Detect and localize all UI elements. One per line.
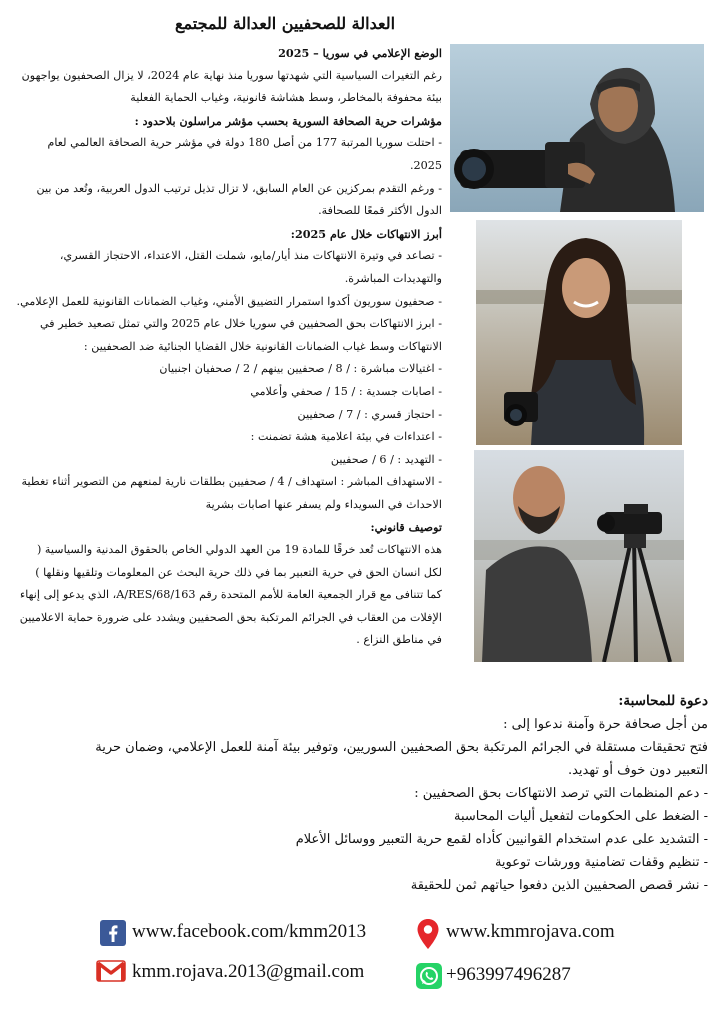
paragraph-line: - اصابات جسدية : / 15 / صحفي وأعلامي <box>250 384 442 398</box>
phone-number[interactable]: +963997496287 <box>446 964 571 985</box>
paragraph-line: هذه الانتهاكات تُعد خرقًا للمادة 19 من العهد الدولي الخاص بالحقوق المدنية والسياسية ( <box>36 543 442 557</box>
gmail-icon[interactable] <box>96 960 126 982</box>
cta-line: - نشر قصص الصحفيين الذين دفعوا حياتهم ثمن للحقيقة <box>410 878 708 893</box>
cta-line: التعبير دون خوف أو تهديد. <box>567 763 708 778</box>
location-pin-icon <box>416 918 440 950</box>
website-link[interactable]: www.kmmrojava.com <box>446 921 615 942</box>
facebook-icon[interactable] <box>100 920 126 946</box>
paragraph-line: - تصاعد في وتيرة الانتهاكات منذ أيار/مايو، شملت القتل، الاعتداء، الاحتجاز القسري، <box>59 249 442 263</box>
paragraph-line: رغم التغيرات السياسية التي شهدتها سوريا منذ نهاية عام 2024، لا يزال الصحفيون يواجهون <box>21 68 442 82</box>
cta-line: - تنظيم وقفات تضامنية وورشات توعوية <box>494 855 708 870</box>
paragraph-line: - الاستهداف المباشر : استهداف / 4 / صحفيين بطلقات نارية لمنعهم من التصوير أثناء تغطية <box>21 475 442 489</box>
paragraph-line: - ابرز الانتهاكات بحق الصحفيين في سوريا خلال عام 2025 والتي تمثل تصعيد خطير في <box>39 317 442 331</box>
cta-line: - التشديد على عدم استخدام القوانيين كأداه لقمع حرية التعبير ووسائل الأعلام <box>295 832 708 847</box>
email-link[interactable]: kmm.rojava.2013@gmail.com <box>132 961 365 982</box>
section-heading-press-freedom: مؤشرات حرية الصحافة السورية بحسب مؤشر مراسلون بلاحدود : <box>134 113 442 128</box>
paragraph-line: والتهديدات المباشرة. <box>344 271 442 285</box>
paragraph-line: الإفلات من العقاب في الجرائم المرتكبة بحق الصحفيين ويشدد على ضرورة حماية الاعلاميين <box>19 610 442 624</box>
cta-line: فتح تحقيقات مستقلة في الجرائم المرتكبة بحق الصحفيين السوريين، وتوفير بيئة آمنة للعمل الإعلامي، وضمان حرية <box>95 740 708 755</box>
paragraph-line: - صحفيون سوريون أكدوا استمرار التضييق الأمني، وغياب الضمانات القانونية للعمل الإعلامي. <box>16 294 442 308</box>
facebook-link[interactable]: www.facebook.com/kmm2013 <box>132 921 367 942</box>
section-heading-legal: توصيف قانوني: <box>370 520 442 535</box>
main-article <box>16 42 442 652</box>
photo-woman-journalist <box>476 220 682 445</box>
call-to-action <box>18 690 708 897</box>
paragraph-line: بيئة محفوفة بالمخاطر، وسط هشاشة قانونية، وغياب الحماية الفعلية <box>130 91 442 105</box>
page-title: العدالة للصحفيين العدالة للمجتمع <box>174 14 396 33</box>
photo-journalist-with-camera <box>450 44 704 212</box>
cta-line: - دعم المنظمات التي ترصد الانتهاكات بحق الصحفيين : <box>414 786 708 801</box>
paragraph-line: الاحداث في السويداء ولم يسفر عنها اصابات بشرية <box>205 497 442 511</box>
paragraph-line: - اغتيالات مباشرة : / 8 / صحفيين بينهم / 2 / صحفيان اجنبيان <box>159 362 442 376</box>
whatsapp-icon[interactable] <box>416 963 442 989</box>
paragraph-line: - احتجاز قسري : / 7 / صحفيين <box>297 407 442 421</box>
section-heading-violations: أبرز الانتهاكات خلال عام 2025: <box>290 226 442 241</box>
cta-heading: دعوة للمحاسبة: <box>618 693 708 709</box>
photo-journalist-with-video-camera <box>474 450 684 662</box>
paragraph-line: - اعتداءات في بيئة اعلامية هشة تضمنت : <box>250 430 442 444</box>
cta-line: من أجل صحافة حرة وآمنة ندعوا إلى : <box>503 717 708 732</box>
paragraph-line: الانتهاكات وسط غياب الضمانات القانونية خلال القضايا الجنائية ضد الصحفيين : <box>83 339 442 353</box>
paragraph-line: كما تتنافى مع قرار الجمعية العامة للأمم المتحدة رقم 163/A/RES/68، الذي يدعو إلى إنهاء <box>19 588 442 602</box>
paragraph-line: - ورغم التقدم بمركزين عن العام السابق، لا تزال تذيل ترتيب الدول العربية، وتُعد من بين <box>36 181 442 195</box>
section-heading-media-status: الوضع الإعلامي في سوريا – 2025 <box>278 46 442 60</box>
paragraph-line: الدول الأكثر قمعًا للصحافة. <box>318 204 442 218</box>
paragraph-line: - احتلت سوريا المرتبة 177 من أصل 180 دولة في مؤشر حرية الصحافة العالمي لعام 2025. <box>47 136 442 172</box>
paragraph-line: - التهديد : / 6 / صحفيين <box>330 452 442 466</box>
cta-line: - الضغط على الحكومات لتفعيل أليات المحاسبة <box>454 809 708 824</box>
paragraph-line: لكل انسان الحق في حرية التعبير بما في ذلك حرية البحث عن المعلومات وتلقيها ونقلها ) <box>35 565 442 579</box>
paragraph-line: في مناطق النزاع . <box>356 633 442 647</box>
